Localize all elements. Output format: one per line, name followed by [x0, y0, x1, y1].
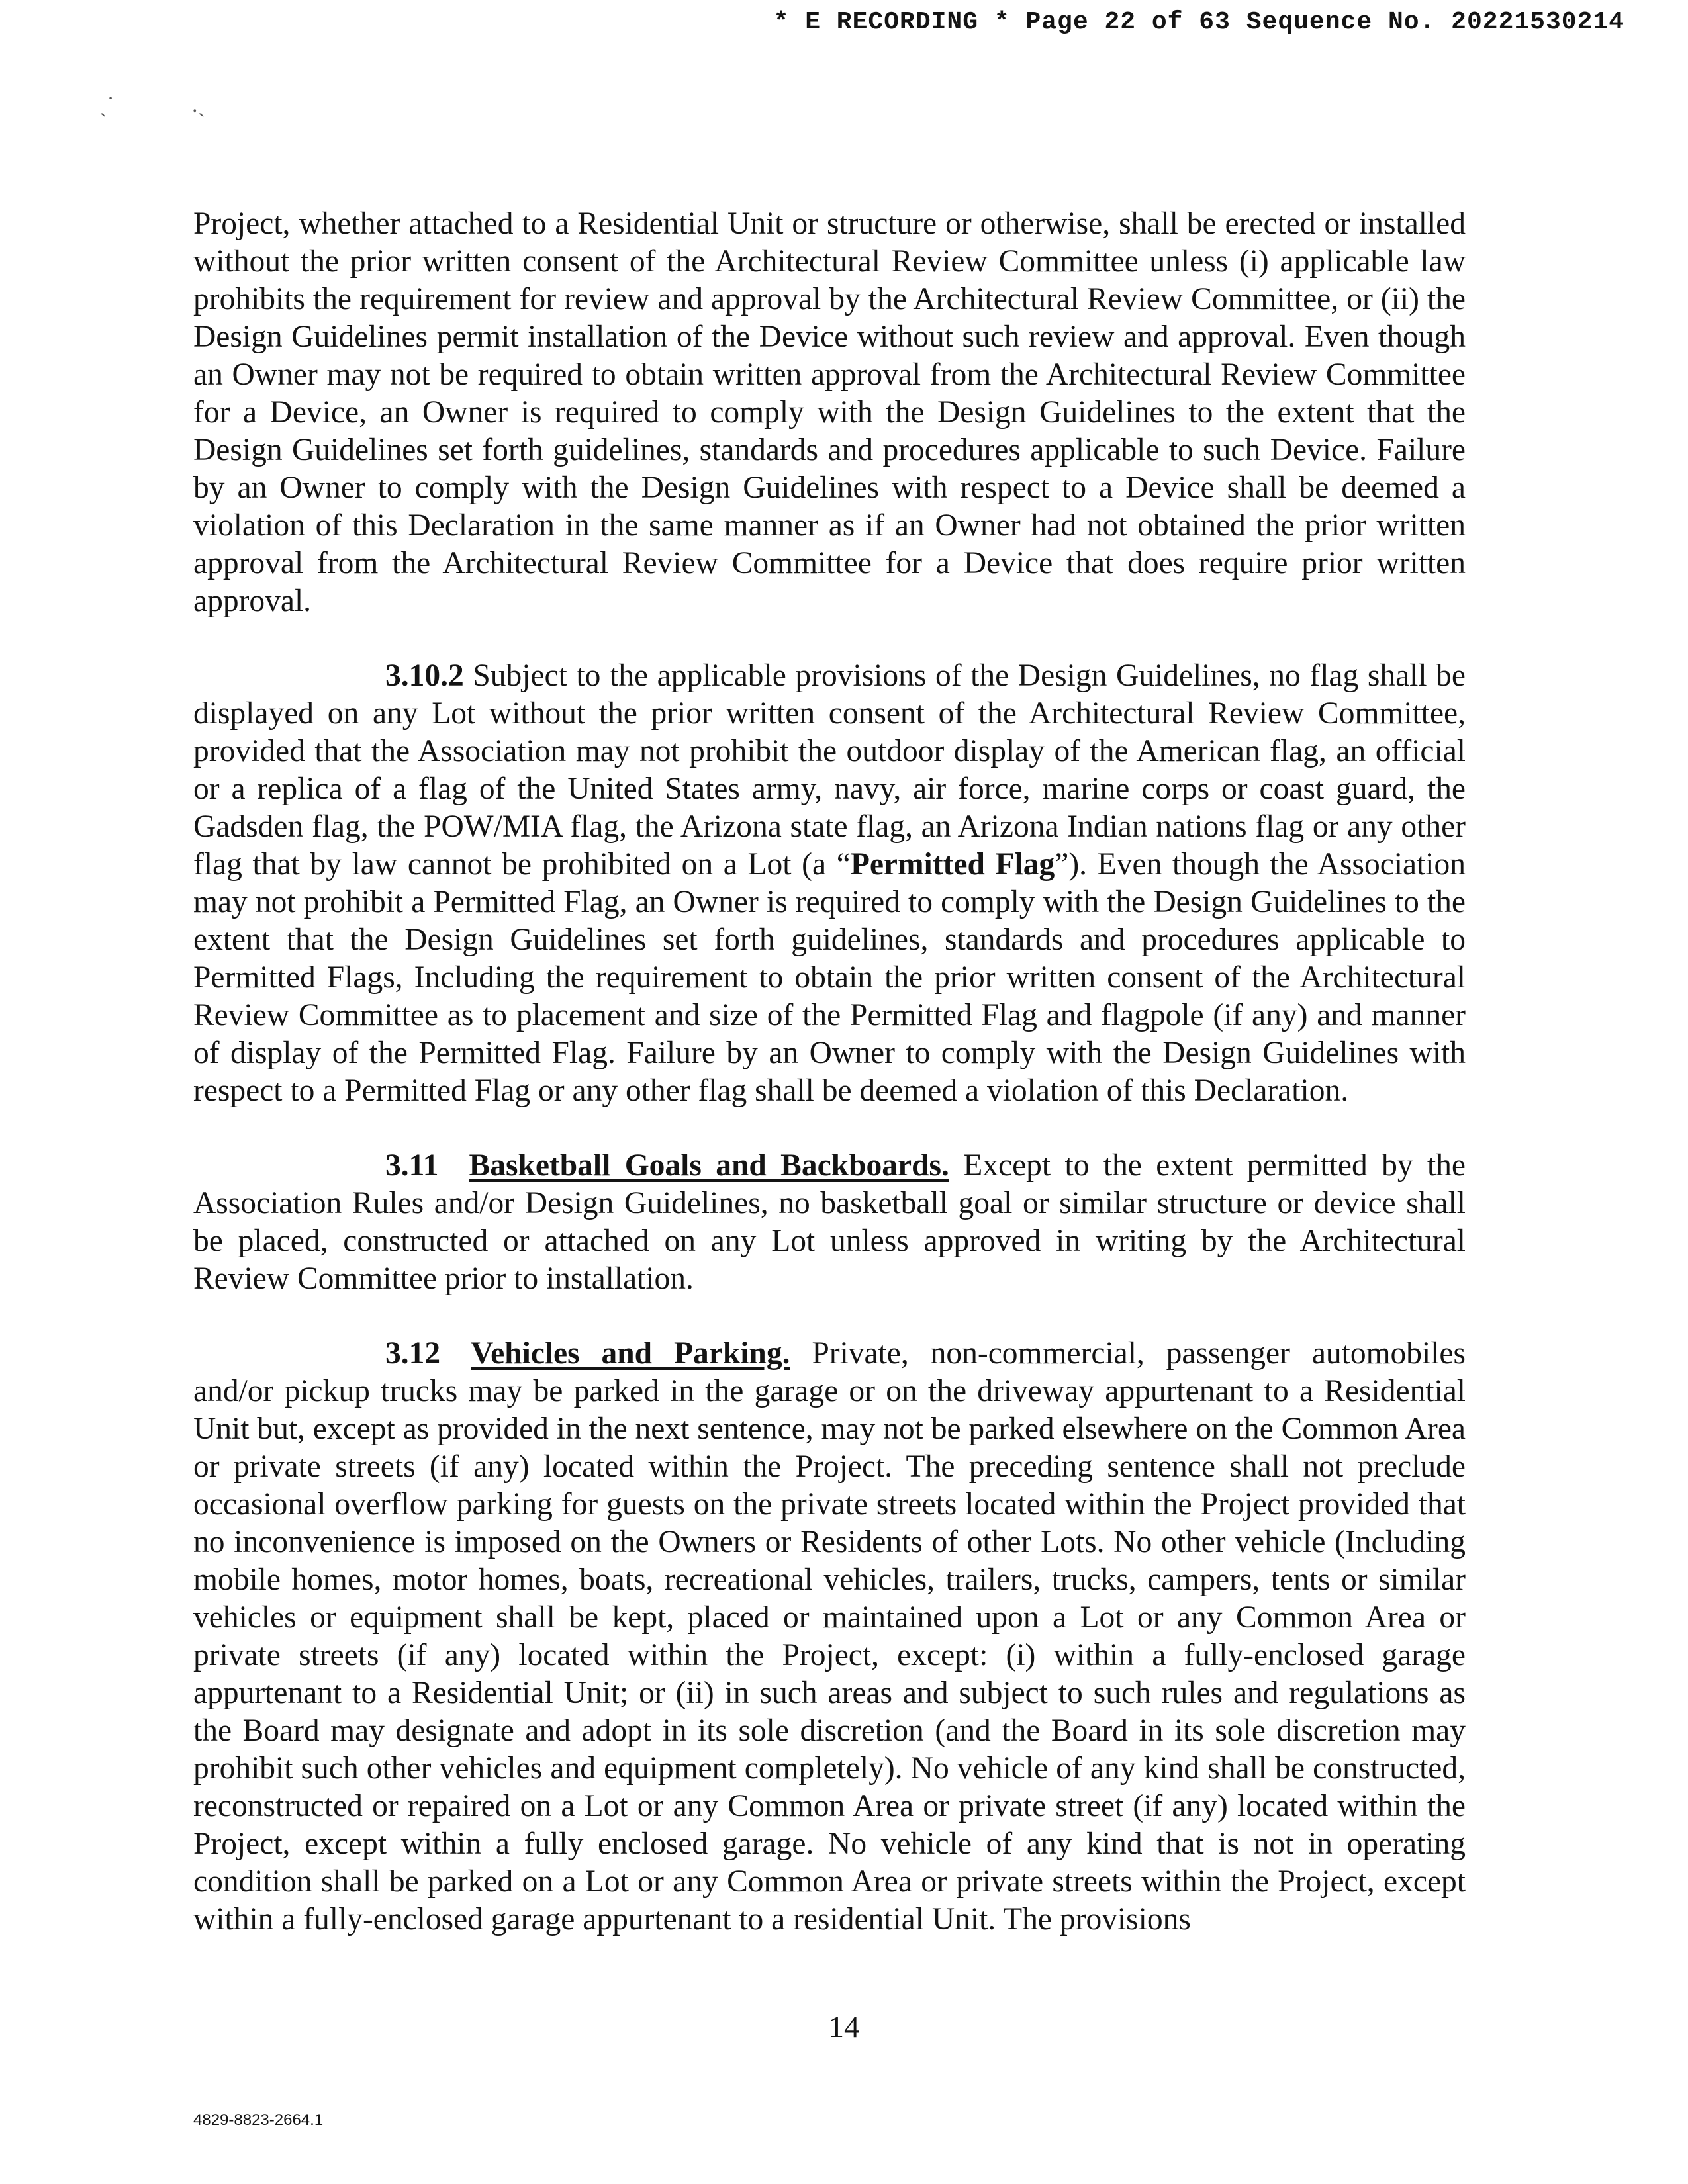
scan-speck-left: ˎ˙ [99, 93, 115, 117]
document-body [193, 205, 1466, 1976]
page-number: 14 [828, 2010, 860, 2044]
section-number: 3.11 [385, 1148, 439, 1183]
document-id: 4829-8823-2664.1 [193, 2111, 324, 2129]
recording-header: * E RECORDING * Page 22 of 63 Sequence No. 20221530214 [773, 8, 1624, 36]
scan-speck-right: .ˎ [192, 93, 205, 117]
section-text: ”). Even though the Association may not prohibit a Permitted Flag, an Owner is required to comply with the Design Guidelines to the extent that the Design Guidelines set forth guidelines, standards and procedures applicable to Permitted Flags, Including the requirement to obtain the prior written consent of the Architectural Review Committee as to placement and size of the Permitted Flag and flagpole (if any) and manner of display of the Permitted Flag. Failure by an Owner to comply with the Design Guidelines with respect to a Permitted Flag or any other flag shall be deemed a violation of this Declaration. [193, 847, 1466, 1108]
section-text: Except to the extent permitted by the Association Rules and/or Design Guidelines, no basketball goal or similar structure or device shall be placed, constructed or attached on any Lot unless approved in writing by the Architectural Review Committee prior to installation. [193, 1148, 1466, 1296]
section-text: Subject to the applicable provisions of the Design Guidelines, no flag shall be displayed on any Lot without the prior written consent of the Architectural Review Committee, provided that the Association may not prohibit the outdoor display of the American flag, an official or a replica of a flag of the United States army, navy, air force, marine corps or coast guard, the Gadsden flag, the POW/MIA flag, the Arizona state flag, an Arizona Indian nations flag or any other flag that by law cannot be prohibited on a Lot (a “ [193, 659, 1466, 882]
paragraph-continuation: Project, whether attached to a Residential Unit or structure or otherwise, shall be erected or installed without the prior written consent of the Architectural Review Committee unless (i) applicable law prohibits the requirement for review and approval by the Architectural Review Committee, or (ii) the Design Guidelines permit installation of the Device without such review and approval. Even though an Owner may not be required to obtain written approval from the Architectural Review Committee for a Device, an Owner is required to comply with the Design Guidelines to the extent that the Design Guidelines set forth guidelines, standards and procedures applicable to such Device. Failure by an Owner to comply with the Design Guidelines with respect to a Device shall be deemed a violation of this Declaration in the same manner as if an Owner had not obtained the prior written approval from the Architectural Review Committee for a Device that does require prior written approval. [193, 206, 1466, 618]
section-3-10-2 [193, 657, 1466, 1110]
section-number: 3.10.2 [385, 659, 464, 693]
section-heading: Basketball Goals and Backboards. [469, 1148, 949, 1183]
section-3-12 [193, 1335, 1466, 1938]
section-text: Private, non-commercial, passenger automobiles and/or pickup trucks may be parked in the garage or on the driveway appurtenant to a Residential Unit but, except as provided in the next sentence, may not be parked elsewhere on the Common Area or private streets (if any) located within the Project. The preceding sentence shall not preclude occasional overflow parking for guests on the private streets located within the Project provided that no inconvenience is imposed on the Owners or Residents of other Lots. No other vehicle (Including mobile homes, motor homes, boats, recreational vehicles, trailers, trucks, campers, tents or similar vehicles or equipment shall be kept, placed or maintained upon a Lot or any Common Area or private streets (if any) located within the Project, except: (i) within a fully-enclosed garage appurtenant to a Residential Unit; or (ii) in such areas and subject to such rules and regulations as the Board may designate and adopt in its sole discretion (and the Board in its sole discretion may prohibit such other vehicles and equipment completely). No vehicle of any kind shall be constructed, reconstructed or repaired on a Lot or any Common Area or private street (if any) located within the Project, except within a fully enclosed garage. No vehicle of any kind that is not in operating condition shall be parked on a Lot or any Common Area or private streets within the Project, except within a fully-enclosed garage appurtenant to a residential Unit. The provisions [193, 1336, 1466, 1936]
section-3-11 [193, 1147, 1466, 1298]
section-number: 3.12 [385, 1336, 441, 1371]
section-heading: Vehicles and Parking. [471, 1336, 790, 1371]
defined-term: Permitted Flag [850, 847, 1055, 882]
